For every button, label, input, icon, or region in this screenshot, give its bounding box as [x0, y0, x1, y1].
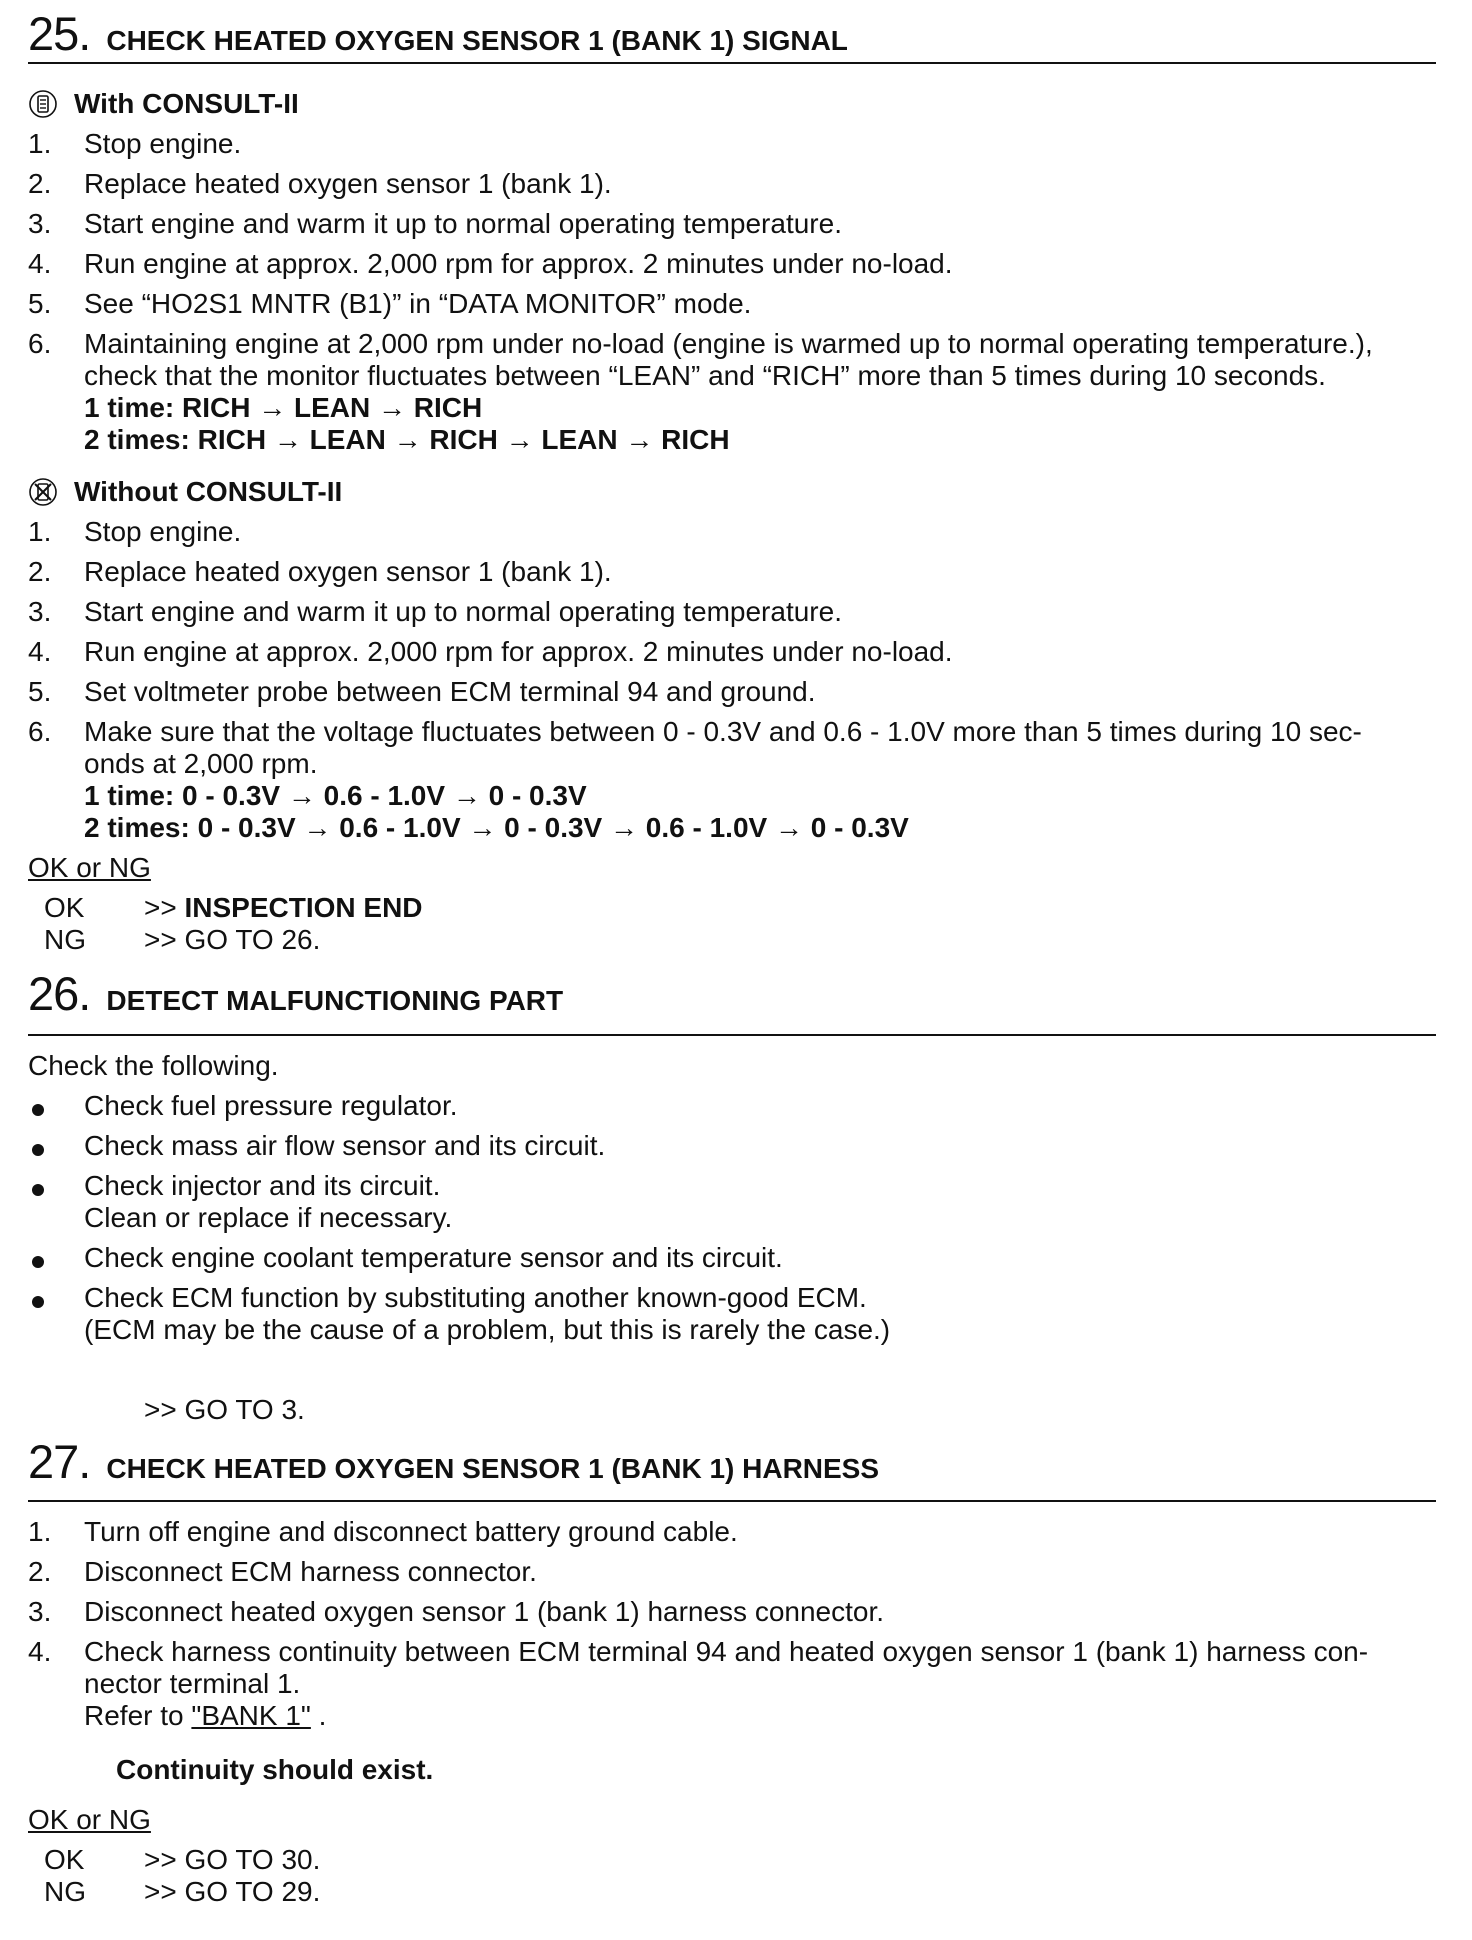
step-text-continued: onds at 2,000 rpm.	[84, 748, 318, 779]
no-tool-icon	[28, 477, 58, 507]
section-number: 27.	[28, 1435, 91, 1488]
section-divider	[28, 62, 1436, 64]
ok-or-ng-label: OK or NG	[28, 852, 151, 883]
spec-text: Continuity should exist.	[116, 1754, 434, 1785]
bullet-text: Check injector and its circuit.	[84, 1170, 441, 1201]
bullet-text: Check mass air flow sensor and its circuit.	[84, 1130, 606, 1161]
step-number: 2.	[28, 1556, 52, 1587]
step-number: 4.	[28, 636, 52, 667]
step-number: 6.	[28, 716, 52, 747]
criteria-line: 1 time: RICH → LEAN → RICH	[84, 392, 483, 423]
bullet-dot	[32, 1296, 44, 1308]
step-text: Make sure that the voltage fluctuates between 0 - 0.3V and 0.6 - 1.0V more than 5 times during 10 sec-	[84, 716, 1362, 747]
section-divider	[28, 1500, 1436, 1502]
result-code-ng: NG	[44, 1876, 86, 1907]
result-code-ok: OK	[44, 892, 85, 923]
intro-text: Check the following.	[28, 1050, 279, 1081]
step-text: Replace heated oxygen sensor 1 (bank 1).	[84, 556, 612, 587]
step-number: 4.	[28, 248, 52, 279]
section-title: CHECK HEATED OXYGEN SENSOR 1 (BANK 1) HARNESS	[106, 1453, 880, 1484]
step-text-continued: nector terminal 1.	[84, 1668, 301, 1699]
refer-prefix: Refer to	[84, 1700, 192, 1731]
with-consult-label: With CONSULT-II	[74, 88, 299, 119]
without-consult-label: Without CONSULT-II	[74, 476, 343, 507]
result-action-ok[interactable]: >> GO TO 30.	[144, 1844, 321, 1875]
step-text: Start engine and warm it up to normal operating temperature.	[84, 596, 842, 627]
step-text: Maintaining engine at 2,000 rpm under no-load (engine is warmed up to normal operating temperature.),	[84, 328, 1373, 359]
result-action-ng	[144, 924, 320, 956]
section-divider	[28, 1034, 1436, 1036]
step-number: 5.	[28, 676, 52, 707]
bullet-dot	[32, 1104, 44, 1116]
step-number: 3.	[28, 208, 52, 239]
section-number: 26.	[28, 967, 91, 1020]
step-text: Disconnect heated oxygen sensor 1 (bank 1) harness connector.	[84, 1596, 885, 1627]
bullet-dot	[32, 1256, 44, 1268]
criteria-line: 1 time: 0 - 0.3V → 0.6 - 1.0V → 0 - 0.3V	[84, 780, 587, 811]
step-text: Disconnect ECM harness connector.	[84, 1556, 537, 1587]
result-code-ng: NG	[44, 924, 86, 955]
bullet-text-continued: (ECM may be the cause of a problem, but this is rarely the case.)	[84, 1314, 891, 1345]
step-text: Stop engine.	[84, 128, 242, 159]
section-title: DETECT MALFUNCTIONING PART	[106, 985, 564, 1016]
result-code-ok: OK	[44, 1844, 85, 1875]
step-text: See “HO2S1 MNTR (B1)” in “DATA MONITOR” mode.	[84, 288, 752, 319]
refer-suffix: .	[310, 1700, 327, 1731]
consult-tool-icon	[28, 89, 58, 119]
bullet-dot	[32, 1144, 44, 1156]
step-text: Stop engine.	[84, 516, 242, 547]
step-text: Check harness continuity between ECM terminal 94 and heated oxygen sensor 1 (bank 1) harness con-	[84, 1636, 1369, 1667]
step-number: 4.	[28, 1636, 52, 1667]
step-text: Run engine at approx. 2,000 rpm for approx. 2 minutes under no-load.	[84, 248, 953, 279]
section-26-heading	[28, 966, 1436, 1021]
step-text: Run engine at approx. 2,000 rpm for approx. 2 minutes under no-load.	[84, 636, 953, 667]
result-arrow: >>	[144, 892, 185, 923]
result-arrow: >>	[144, 924, 185, 955]
section-25-heading	[28, 6, 1436, 61]
refer-line	[84, 1700, 326, 1732]
with-consult-heading	[28, 88, 299, 120]
bullet-text: Check ECM function by substituting another known-good ECM.	[84, 1282, 867, 1313]
bank-1-link[interactable]: "BANK 1"	[191, 1700, 311, 1731]
result-action-ok	[144, 892, 423, 924]
step-number: 6.	[28, 328, 52, 359]
step-number: 5.	[28, 288, 52, 319]
without-consult-heading	[28, 476, 342, 508]
step-text-continued: check that the monitor fluctuates between “LEAN” and “RICH” more than 5 times during 10 seconds.	[84, 360, 1326, 391]
bullet-dot	[32, 1184, 44, 1196]
criteria-line: 2 times: 0 - 0.3V → 0.6 - 1.0V → 0 - 0.3V → 0.6 - 1.0V → 0 - 0.3V	[84, 812, 909, 843]
bullet-text: Check fuel pressure regulator.	[84, 1090, 458, 1121]
criteria-line: 2 times: RICH → LEAN → RICH → LEAN → RICH	[84, 424, 730, 455]
step-number: 3.	[28, 596, 52, 627]
section-27-heading	[28, 1434, 1436, 1489]
step-number: 2.	[28, 168, 52, 199]
result-action-ng[interactable]: >> GO TO 29.	[144, 1876, 321, 1907]
ok-or-ng-label: OK or NG	[28, 1804, 151, 1835]
step-number: 2.	[28, 556, 52, 587]
step-number: 3.	[28, 1596, 52, 1627]
step-text: Start engine and warm it up to normal operating temperature.	[84, 208, 842, 239]
result-action-text[interactable]: GO TO 26.	[184, 924, 321, 955]
step-text: Set voltmeter probe between ECM terminal 94 and ground.	[84, 676, 816, 707]
step-number: 1.	[28, 128, 52, 159]
step-text: Replace heated oxygen sensor 1 (bank 1).	[84, 168, 612, 199]
section-title: CHECK HEATED OXYGEN SENSOR 1 (BANK 1) SIGNAL	[106, 25, 848, 56]
step-number: 1.	[28, 516, 52, 547]
goto-step[interactable]: >> GO TO 3.	[144, 1394, 305, 1425]
bullet-text: Check engine coolant temperature sensor and its circuit.	[84, 1242, 783, 1273]
step-text: Turn off engine and disconnect battery ground cable.	[84, 1516, 738, 1547]
step-number: 1.	[28, 1516, 52, 1547]
section-number: 25.	[28, 7, 91, 60]
bullet-text-continued: Clean or replace if necessary.	[84, 1202, 453, 1233]
result-action-text: INSPECTION END	[184, 892, 423, 923]
